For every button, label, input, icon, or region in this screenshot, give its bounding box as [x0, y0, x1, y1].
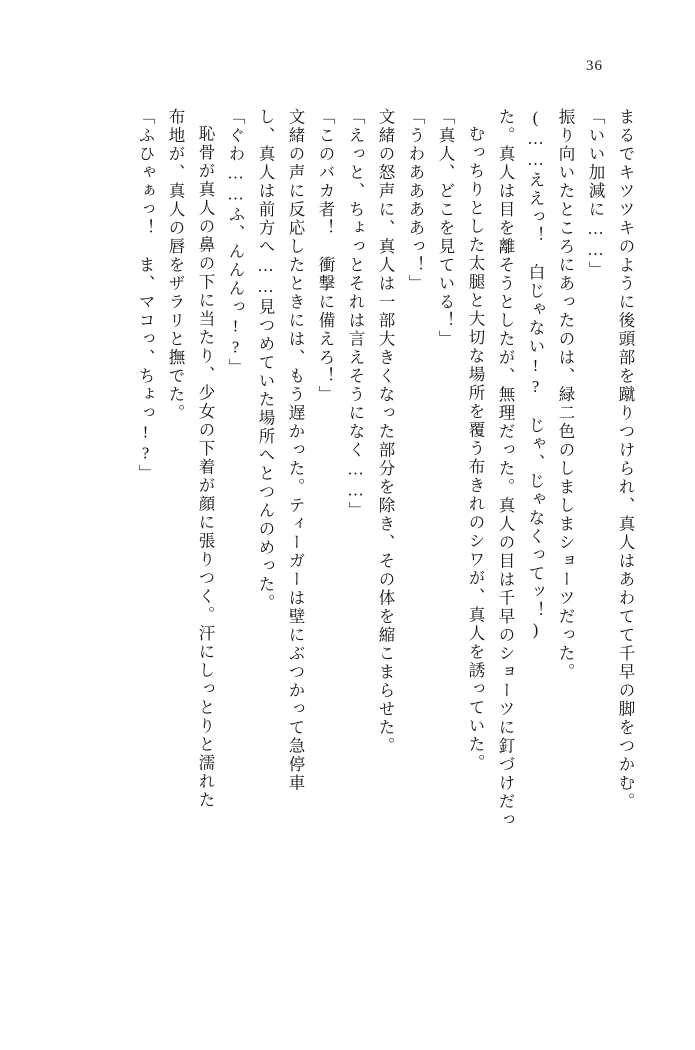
text-line: 文緒の声に反応したときには、もう遅かった。ティーガーは壁にぶつかって急停車 [286, 108, 305, 793]
body-text-block [62, 108, 633, 978]
text-line: むっちりとした太腿と大切な場所を覆う布きれのシワが、真人を誘っていた。 [466, 125, 485, 773]
text-line: 「うわああああっ！」 [406, 108, 425, 293]
text-line: (……ええっ！ 白じゃない!? じゃ、じゃなくってッ！) [526, 108, 545, 641]
text-line: 文緒の怒声に、真人は一部大きくなった部分を除き、その体を縮こまらせた。 [376, 108, 395, 756]
text-line: 「ぐわ……ふ、んんんっ!?」 [226, 108, 245, 377]
text-line: た。真人は目を離そうとしたが、無理だった。真人の目は千早のショーツに釘づけだっ [496, 108, 515, 830]
text-line: 振り向いたところにあったのは、緑二色のしましまショーツだった。 [556, 108, 575, 682]
text-line: 恥骨が真人の鼻の下に当たり、少女の下着が顔に張りつく。汗にしっとりと濡れた [196, 125, 215, 810]
text-line: 「ふひゃぁっ！ ま、マコっ、ちょっ!?」 [136, 108, 155, 483]
text-line: し、真人は前方へ……見つめていた場所へとつんのめった。 [256, 108, 275, 613]
page-number: 36 [586, 58, 603, 74]
text-line: 「このバカ者！ 衝撃に備えろ！」 [316, 108, 335, 404]
text-line: 「えっと、ちょっとそれは言えそうになく……」 [346, 108, 365, 520]
text-line: 布地が、真人の唇をザラリと撫でた。 [166, 108, 185, 423]
text-line: 「真人、どこを見ている！」 [436, 108, 455, 349]
text-line: まるでキツツキのように後頭部を蹴りつけられ、真人はあわてて千早の脚をつかむ。 [616, 108, 635, 811]
text-line: 「いい加減に……」 [586, 108, 605, 280]
